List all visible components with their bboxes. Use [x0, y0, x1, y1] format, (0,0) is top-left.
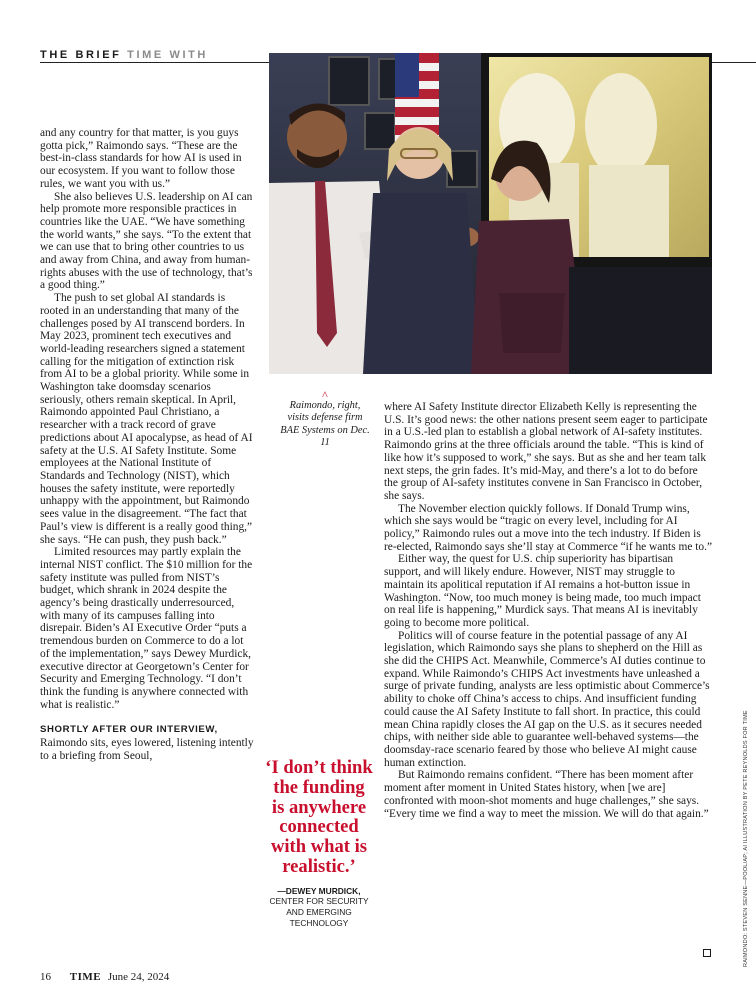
right-paragraph: where AI Safety Institute director Elizabeth Kelly is representing the U.S. It’s good news: the other nations present seem eager to participate in a U.S.-led plan to establish a global network of AI-safety institutes. Raimondo grins at the three officials around the table. “This is kind of like how it’s supposed to work,” she says. But as she and her team talk next steps, the grin fades. It’s mid-May, and there’s a lot to do before the group of AI-safety institutes convene in San Francisco in October, she says. [384, 401, 708, 502]
right-paragraph: Politics will of course feature in the potential passage of any AI legislation, which Raimondo says she plans to shepherd on the Hill as she did the CHIPS Act. Meanwhile, Commerce’s AI duties continue to expand. While Raimondo’s CHIPS Act investments have unleashed a surge of private funding, analysts are less optimistic about Commerce’s ability to choke off China’s access to chips. And insufficient funding could cause the AI Safety Institute to fall short. In practice, this could mean China rapidly closes the AI gap on the U.S. as it secures needed chips, with neither side able to guarantee well-behaved systems—the doomsday-race scenario feared by those who believe AI might cause human extinction. [384, 629, 710, 769]
lead-in-rest: Raimondo sits, eyes lowered, listening intently to a briefing from Seoul, [40, 737, 254, 762]
left-paragraph: and any country for that matter, is you guys gotta pick,” Raimondo says. “These are the best-in-class standards for how AI is used in our ecosystem. If you want to follow those rules, we want you with us.” [40, 127, 242, 190]
photo-raimondo-bae-visit [269, 53, 712, 374]
caption-caret-icon: ^ [322, 388, 328, 402]
pull-quote [265, 758, 373, 928]
right-column [384, 401, 712, 820]
pull-quote-attribution [265, 886, 373, 928]
article-photo [269, 53, 712, 374]
attribution-title: CENTER FOR SECURITY AND EMERGING TECHNOLOGY [269, 896, 369, 928]
magazine-brand: TIME [69, 971, 102, 983]
subsection-name: TIME WITH [127, 49, 208, 61]
left-paragraph: She also believes U.S. leadership on AI can help promote more responsible practices in countries like the UAE. “We have something the world wants,” she says. “To the extent that we can use that to bring other countries to us and away from China, and away from human-rights abuses with the use of technology, that’s a good thing.” [40, 190, 253, 292]
photo-credit: RAIMONDO: STEVEN SENNE—POOL/AP; AI ILLUSTRATION BY PETE REYNOLDS FOR TIME [743, 710, 749, 967]
right-paragraph: But Raimondo remains confident. “There has been moment after moment after moment in United States history, when [we are] confronted with moon-shot moments and huge challenges,” she says. “Every time we find a way to meet the mission. We will do that again.” [384, 769, 709, 820]
section-name: THE BRIEF [40, 49, 122, 61]
attribution-name: —DEWEY MURDICK, [277, 885, 361, 896]
right-paragraph: Either way, the quest for U.S. chip superiority has bipartisan support, and will likely endure. However, NIST may struggle to maintain its apolitical reputation if AI remains a hot-button issue in Washington. “Now, too much money is being made, too much impact on real life is happening,” Murdick says. That means AI is inevitably going to become more political. [384, 553, 701, 629]
page-number: 16 [40, 971, 51, 983]
pull-quote-text: ‘I don’t think the funding is anywhere connected with what is realistic.’ [265, 757, 373, 877]
issue-date: June 24, 2024 [107, 971, 170, 983]
lead-in-caps: SHORTLY AFTER OUR INTERVIEW, [40, 724, 218, 736]
left-paragraph: The push to set global AI standards is rooted in an understanding that many of the challenges posed by AI transcend borders. In May 2023, prominent tech executives and world-leading researchers signed a statement calling for the mitigation of extinction risk from AI to be a global priority. While some in Washington take doomsday scenarios seriously, others remain skeptical. In April, Raimondo appointed Paul Christiano, a researcher with a track record of grave predictions about AI apocalypse, as head of AI safety at the U.S. AI Safety Institute. Some employees at the National Institute of Standards and Technology (NIST), which houses the safety institute, were reportedly unhappy with the appointment, but Raimondo sees value in the disagreement. “The fact that Paul’s view is different is a really good thing,” she says. “He can push, they push back.” [40, 292, 253, 546]
photo-caption [280, 390, 370, 450]
right-paragraph: The November election quickly follows. If Donald Trump wins, which she says would be “tragic on every level, including for AI policy,” Raimondo rules out a move into the tech industry. If Biden is re-elected, Raimondo says she’ll stay at Commerce “if he wants me to.” [384, 502, 713, 553]
left-column [40, 127, 255, 762]
left-paragraph-lead [40, 723, 255, 762]
section-header [40, 49, 208, 61]
page-footer [40, 971, 169, 983]
caption-text: Raimondo, right, visits defense firm BAE Systems on Dec. 11 [280, 400, 370, 449]
left-paragraph: Limited resources may partly explain the internal NIST conflict. The $10 million for the safety institute was pulled from NIST’s budget, which shrank in 2024 despite the agency’s being drastically underresourced, with many of its campuses falling into disrepair. Biden’s AI Executive Order “puts a tremendous burden on Commerce to do a lot of the implementation,” says Dewey Murdick, executive director at Georgetown’s Center for Security and Emerging Technology. “I don’t think the funding is anywhere connected with what is realistic.” [40, 546, 253, 711]
end-of-article-icon [703, 949, 711, 957]
